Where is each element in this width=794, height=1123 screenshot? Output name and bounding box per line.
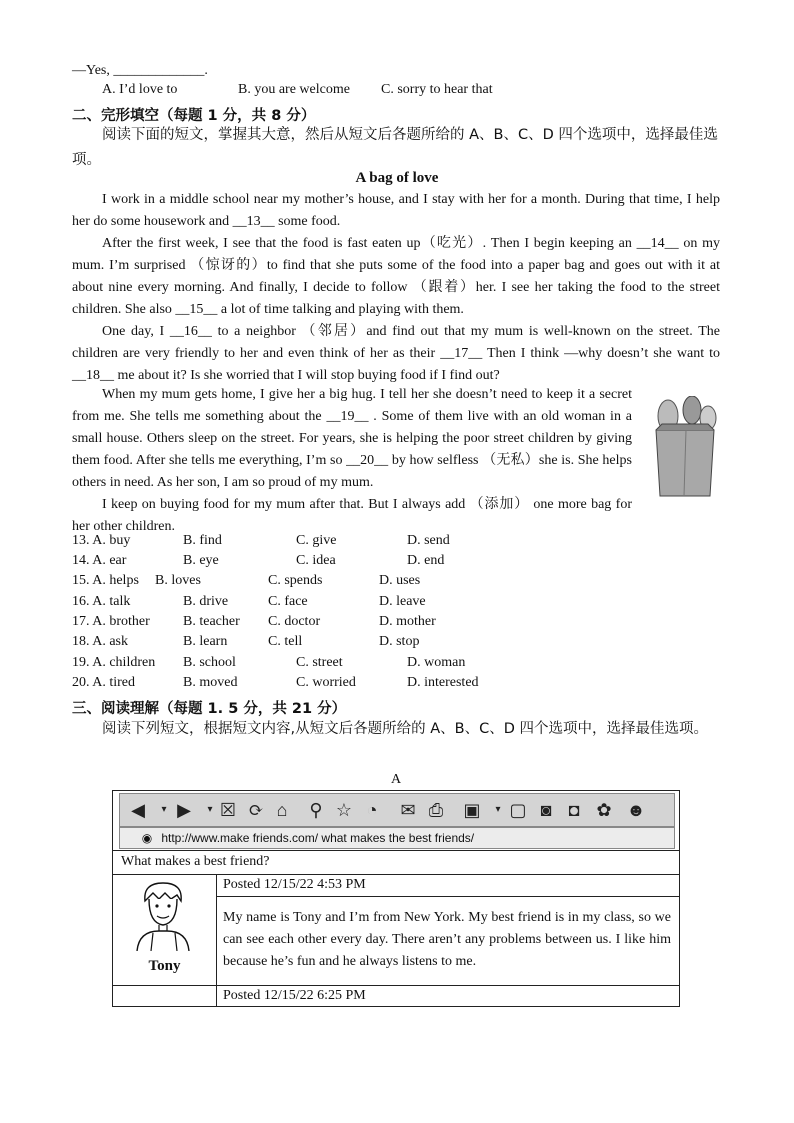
people-icon[interactable]: ☻: [626, 800, 646, 820]
forum-browser-window: [112, 790, 680, 1007]
print-icon[interactable]: ⎙: [428, 800, 444, 820]
author-name: Tony: [148, 958, 181, 974]
refresh-icon[interactable]: ⟳: [248, 800, 264, 820]
messenger-icon[interactable]: ◙: [540, 800, 552, 820]
option-q19-b: B. school: [183, 655, 236, 670]
q12-dialog: —Yes, _____________.: [72, 63, 208, 78]
option-q15-a: 15. A. helps: [72, 573, 139, 588]
paragraph-2: After the first week, I see that the food is fast eaten up（吃光）. Then I begin keeping an __14__ on my mum. I’m surprised （惊讶的）to find that she puts some of the food into a paper bag and goes out with it at about nine every morning. And finally, I decide to follow （跟着）her. I see her taking the food to the street children. She also __15__ a lot of time talking and playing with them.: [72, 236, 720, 317]
ie-page-icon: ◉: [141, 831, 153, 845]
forum-topic: What makes a best friend?: [121, 854, 270, 869]
option-q14-c: C. idea: [296, 553, 336, 568]
option-q16-b: B. drive: [183, 594, 229, 609]
option-q17-c: C. doctor: [268, 614, 321, 629]
option-q18-d: D. stop: [379, 634, 420, 649]
option-q15-c: C. spends: [268, 573, 323, 588]
option-q13-a: 13. A. buy: [72, 533, 131, 548]
search-icon[interactable]: ⚲: [309, 800, 323, 820]
q12-option-c: C. sorry to hear that: [381, 82, 493, 97]
option-q13-d: D. send: [407, 533, 450, 548]
paper-bag-image: [648, 396, 722, 498]
option-q16-c: C. face: [268, 594, 308, 609]
section2-instruction: 阅读下面的短文，掌握其大意，然后从短文后各题所给的 A、B、C、D 四个选项中，选择最佳选项。: [72, 127, 718, 168]
mail-icon[interactable]: ✉: [400, 800, 416, 820]
section2-heading: 二、完形填空（每题 1 分，共 8 分）: [72, 108, 316, 124]
option-q19-c: C. street: [296, 655, 343, 670]
paragraph-3: One day, I __16__ to a neighbor （邻居）and find out that my mum is well-known on the street. The children are very friendly to her and even think of her as their __17__ Then I think —why doesn’t she want to __18__ me about it? Is she worried that I will stop buying food if I find out?: [72, 324, 720, 383]
option-q13-b: B. find: [183, 533, 222, 548]
option-q18-a: 18. A. ask: [72, 634, 128, 649]
forward-icon[interactable]: ▶: [177, 800, 191, 820]
option-q20-b: B. moved: [183, 675, 238, 690]
post2-timestamp: Posted 12/15/22 6:25 PM: [223, 988, 366, 1003]
history-icon[interactable]: ◔: [366, 800, 378, 820]
option-q15-d: D. uses: [379, 573, 421, 588]
browser-toolbar: [119, 793, 675, 827]
option-q20-c: C. worried: [296, 675, 356, 690]
option-q20-a: 20. A. tired: [72, 675, 135, 690]
home-icon[interactable]: ⌂: [276, 800, 288, 820]
paragraph-1: I work in a middle school near my mother’s house, and I stay with her for a month. During that time, I help her do some housework and __13__ some food.: [72, 192, 720, 229]
option-q13-c: C. give: [296, 533, 337, 548]
media-icon[interactable]: ✿: [596, 800, 612, 820]
section3-heading: 三、阅读理解（每题 1. 5 分，共 21 分）: [72, 701, 347, 717]
option-q17-d: D. mother: [379, 614, 436, 629]
chevron-down-icon[interactable]: ▾: [495, 804, 501, 815]
avatar: [131, 879, 197, 951]
passage-body-narrow: [72, 384, 632, 538]
q12-option-a: A. I’d love to: [102, 82, 178, 97]
stop-icon[interactable]: ☒: [219, 800, 237, 820]
passage-body: [72, 189, 720, 387]
chevron-down-icon[interactable]: ▾: [207, 804, 213, 815]
address-bar[interactable]: [119, 827, 675, 849]
paragraph-5: I keep on buying food for my mum after that. But I always add （添加） one more bag for her other children.: [72, 497, 632, 534]
option-q19-a: 19. A. children: [72, 655, 156, 670]
option-q14-d: D. end: [407, 553, 445, 568]
option-q14-a: 14. A. ear: [72, 553, 127, 568]
option-q14-b: B. eye: [183, 553, 219, 568]
favorites-icon[interactable]: ☆: [335, 800, 353, 820]
q12-option-b: B. you are welcome: [238, 82, 350, 97]
chevron-down-icon[interactable]: ▾: [161, 804, 167, 815]
passage-label: A: [391, 772, 402, 787]
discuss-icon[interactable]: ▢: [509, 800, 527, 820]
address-url[interactable]: http://www.make friends.com/ what makes the best friends/: [161, 831, 475, 845]
post1-timestamp: Posted 12/15/22 4:53 PM: [223, 877, 366, 892]
option-q16-a: 16. A. talk: [72, 594, 131, 609]
section3-instruction: 阅读下列短文，根据短文内容,从短文后各题所给的 A、B、C、D 四个选项中，选择最佳选项。: [102, 721, 708, 737]
option-q15-b: B. loves: [155, 573, 201, 588]
option-q19-d: D. woman: [407, 655, 466, 670]
paragraph-4: When my mum gets home, I give her a big hug. I tell her she doesn’t need to keep it a secret from me. She tells me something about the __19__ . Some of them live with an old woman in a small house. Others sleep on the street. For years, she is helping the poor street children by giving them food. After she tells me everything, I’m so __20__ by how selfless （无私）she is. She helps others in need. As her son, I am so proud of my mum.: [72, 387, 632, 490]
research-icon[interactable]: ◘: [568, 800, 580, 820]
option-q18-b: B. learn: [183, 634, 228, 649]
passage-title: A bag of love: [355, 170, 439, 186]
edit-icon[interactable]: ▣: [463, 800, 481, 820]
option-q18-c: C. tell: [268, 634, 303, 649]
option-q17-b: B. teacher: [183, 614, 240, 629]
option-q20-d: D. interested: [407, 675, 479, 690]
back-icon[interactable]: ◀: [131, 800, 145, 820]
post1-body: My name is Tony and I’m from New York. My best friend is in my class, so we can see each other every day. There aren’t any problems between us. I like him because he’s fun and he always listens to me.: [223, 910, 671, 969]
option-q17-a: 17. A. brother: [72, 614, 150, 629]
option-q16-d: D. leave: [379, 594, 426, 609]
